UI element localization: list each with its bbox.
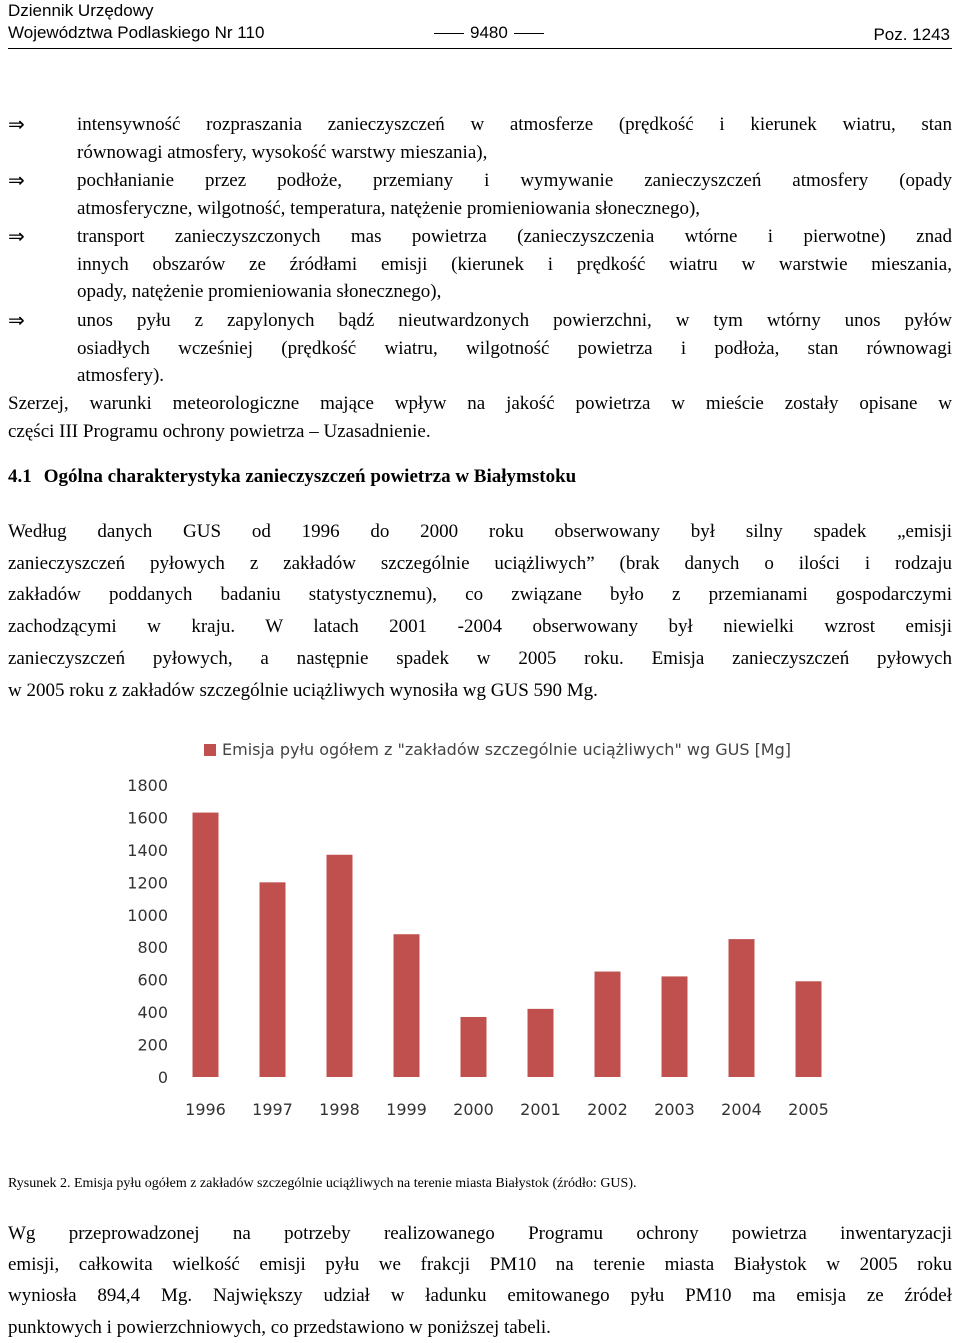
bullet-line: równowagi atmosfery, wysokość warstwy mieszania), — [77, 141, 488, 163]
x-tick-label: 1999 — [386, 1100, 427, 1119]
x-tick-label: 2001 — [520, 1100, 561, 1119]
paragraph — [8, 390, 952, 446]
bullet-line: opady, natężenie promieniowania słonecznego), — [77, 281, 442, 302]
bar-1996 — [193, 813, 219, 1077]
double-arrow-icon: ⇒ — [8, 224, 25, 248]
bullet-line: osiadłych wcześniej (prędkość wiatru, wilgotność powietrza i podłoża, stan równowagi — [77, 337, 952, 359]
bar-1997 — [260, 882, 286, 1077]
x-tick-label: 2003 — [654, 1100, 695, 1119]
paragraph-line: emisji, całkowita wielkość emisji pyłu we frakcji PM10 na terenie miasta Białystok w 2005 roku — [8, 1254, 952, 1276]
page-number-text: 9480 — [470, 23, 508, 42]
figure-caption: Rysunek 2. Emisja pyłu ogółem z zakładów szczególnie uciążliwych na terenie miasta Białystok (źródło: GUS). — [8, 1176, 637, 1191]
x-tick-label: 2004 — [721, 1100, 762, 1119]
y-tick-label: 1200 — [127, 873, 168, 893]
y-tick-label: 1400 — [127, 840, 168, 860]
double-arrow-icon: ⇒ — [8, 308, 25, 332]
y-tick-label: 600 — [137, 970, 168, 990]
bar-2001 — [528, 1009, 554, 1077]
bullet-line: transport zanieczyszczonych mas powietrza (zanieczyszczenia wtórne i pierwotne) znad — [77, 226, 952, 247]
journal-title-line-2: Województwa Podlaskiego Nr 110 — [8, 23, 265, 42]
paragraph — [8, 1218, 952, 1343]
y-tick-label: 1000 — [127, 905, 168, 925]
section-number: 4.1 — [8, 466, 32, 487]
legend-label: Emisja pyłu ogółem z "zakładów szczególnie uciążliwych" wg GUS [Mg] — [222, 740, 792, 759]
double-arrow-icon: ⇒ — [8, 112, 25, 136]
paragraph-line: Szerzej, warunki meteorologiczne mające wpływ na jakość powietrza w mieście zostały opisane w — [8, 393, 952, 414]
bullet-line: intensywność rozpraszania zanieczyszczeń w atmosferze (prędkość i kierunek wiatru, stan — [77, 114, 952, 135]
bullet-line: atmosfery). — [77, 365, 165, 386]
legend-swatch — [204, 744, 216, 756]
y-tick-label: 200 — [137, 1035, 168, 1055]
bullet-item — [8, 223, 952, 306]
bullet-line: innych obszarów ze źródłami emisji (kierunek i prędkość wiatru w warstwie mieszania, — [77, 253, 952, 275]
bullet-item — [8, 307, 952, 390]
paragraph-line: zanieczyszczeń pyłowych z zakładów szczególnie uciążliwych” (brak danych o ilości i rodzaju — [8, 552, 952, 574]
x-tick-label: 2005 — [788, 1100, 829, 1119]
bar-2004 — [729, 939, 755, 1077]
x-tick-label: 2002 — [587, 1100, 628, 1119]
y-tick-label: 1600 — [127, 808, 168, 828]
bullet-item — [8, 111, 952, 166]
paragraph-line: zakładów poddanych badaniu statystycznemu), co związane było z przemianami gospodarczymi — [8, 584, 952, 606]
x-tick-label: 1996 — [185, 1100, 226, 1119]
position-number: Poz. 1243 — [873, 25, 950, 44]
paragraph-line: części III Programu ochrony powietrza – Uzasadnienie. — [8, 421, 431, 442]
paragraph-line: Według danych GUS od 1996 do 2000 roku obserwowany był silny spadek „emisji — [8, 521, 952, 542]
bar-2005 — [796, 981, 822, 1077]
page-number — [428, 22, 550, 44]
paragraph — [8, 516, 952, 706]
y-tick-label: 800 — [137, 938, 168, 958]
bar-2000 — [461, 1017, 487, 1077]
bullet-item — [8, 167, 952, 222]
section-heading — [8, 466, 576, 488]
x-tick-label: 1998 — [319, 1100, 360, 1119]
paragraph-line: Wg przeprowadzonej na potrzeby realizowanego Programu ochrony powietrza inwentaryzacji — [8, 1223, 952, 1244]
bar-1999 — [394, 934, 420, 1077]
y-tick-label: 1800 — [127, 776, 168, 795]
bar-2003 — [662, 976, 688, 1077]
paragraph-line: wyniosła 894,4 Mg. Największy udział w ładunku emitowanego pyłu PM10 ma emisja ze źródeł — [8, 1285, 952, 1307]
journal-title-line-1: Dziennik Urzędowy — [8, 1, 154, 20]
y-tick-label: 0 — [157, 1068, 168, 1087]
double-arrow-icon: ⇒ — [8, 168, 25, 192]
paragraph-line: zachodzącymi w kraju. W latach 2001 -2004 obserwowany był niewielki wzrost emisji — [8, 616, 952, 638]
y-tick-label: 400 — [137, 1003, 168, 1023]
paragraph-line: punktowych i powierzchniowych, co przedstawiono w poniższej tabeli. — [8, 1316, 551, 1338]
section-title: Ogólna charakterystyka zanieczyszczeń powietrza w Białymstoku — [43, 466, 577, 487]
emission-bar-chart — [90, 724, 870, 1164]
paragraph-line: zanieczyszczeń pyłowych, a następnie spadek w 2005 roku. Emisja zanieczyszczeń pyłowych — [8, 647, 952, 669]
x-tick-label: 2000 — [453, 1100, 494, 1119]
x-tick-label: 1997 — [252, 1100, 293, 1119]
header-rule — [8, 48, 952, 49]
bullet-line: pochłanianie przez podłoże, przemiany i wymywanie zanieczyszczeń atmosfery (opady — [77, 170, 952, 191]
bar-1998 — [327, 855, 353, 1077]
bullet-line: atmosferyczne, wilgotność, temperatura, natężenie promieniowania słonecznego), — [77, 197, 701, 219]
bar-2002 — [595, 972, 621, 1077]
paragraph-line: w 2005 roku z zakładów szczególnie uciążliwych wynosiła wg GUS 590 Mg. — [8, 679, 598, 701]
bullet-line: unos pyłu z zapylonych bądź nieutwardzonych powierzchni, w tym wtórny unos pyłów — [77, 310, 952, 331]
